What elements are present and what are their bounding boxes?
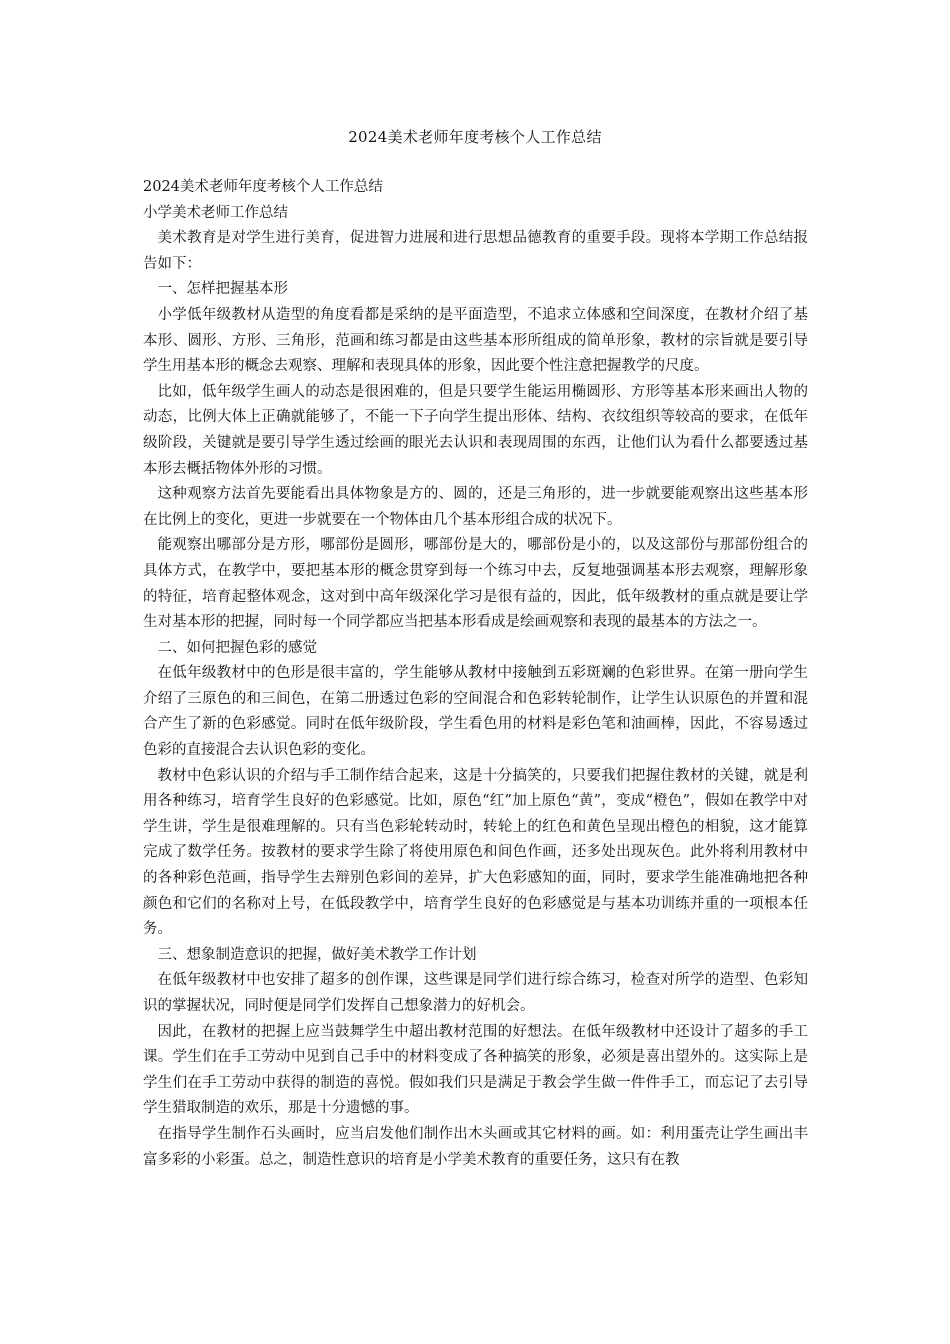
paragraph: 在低年级教材中也安排了超多的创作课，这些课是同学们进行综合练习，检查对所学的造型、色彩知识的掌握状况，同时便是同学们发挥自己想象潜力的好机会。 (143, 972, 808, 1014)
paragraph: 小学低年级教材从造型的角度看都是采纳的是平面造型，不追求立体感和空间深度，在教材介绍了基本形、圆形、方形、三角形，范画和练习都是由这些基本形所组成的简单形象，教材的宗旨就是要引导学生用基本形的概念去观察、理解和表现具体的形象，因此要个性注意把握教学的尺度。 (143, 306, 808, 375)
heading-subtitle: 小学美术老师工作总结 (143, 204, 288, 221)
document-body (143, 175, 808, 1173)
paragraph: 因此，在教材的把握上应当鼓舞学生中超出教材范围的好想法。在低年级教材中还设计了超多的手工课。学生们在手工劳动中见到自己手中的材料变成了各种搞笑的形象，必须是喜出望外的。这实际上是学生们在手工劳动中获得的制造的喜悦。假如我们只是满足于教会学生做一件件手工，而忘记了去引导学生猎取制造的欢乐，那是十分遗憾的事。 (143, 1023, 808, 1117)
paragraph: 能观察出哪部分是方形，哪部份是圆形，哪部份是大的，哪部份是小的，以及这部份与那部份组合的具体方式，在教学中，要把基本形的概念贯穿到每一个练习中去，反复地强调基本形去观察，理解形象的特征，培育起整体观念，这对到中高年级深化学习是很有益的，因此，低年级教材的重点就是要让学生对基本形的把握，同时每一个同学都应当把基本形看成是绘画观察和表现的最基本的方法之一。 (143, 537, 808, 631)
section-heading-1: 一、怎样把握基本形 (157, 281, 288, 298)
section-heading-3: 三、想象制造意识的把握，做好美术教学工作计划 (157, 946, 477, 963)
document-title: 2024美术老师年度考核个人工作总结 (348, 128, 602, 146)
heading-title-repeat: 2024美术老师年度考核个人工作总结 (143, 179, 383, 195)
section-heading-2: 二、如何把握色彩的感觉 (157, 639, 317, 656)
paragraph: 这种观察方法首先要能看出具体物象是方的、圆的，还是三角形的，进一步就要能观察出这些基本形在比例上的变化，更进一步就要在一个物体由几个基本形组合成的状况下。 (143, 486, 808, 528)
paragraph: 在低年级教材中的色形是很丰富的，学生能够从教材中接触到五彩斑斓的色彩世界。在第一册向学生介绍了三原色的和三间色，在第二册透过色彩的空间混合和色彩转轮制作，让学生认识原色的并置和混合产生了新的色彩感觉。同时在低年级阶段，学生看色用的材料是彩色笔和油画棒，因此，不容易透过色彩的直接混合去认识色彩的变化。 (143, 665, 808, 759)
paragraph: 在指导学生制作石头画时，应当启发他们制作出木头画或其它材料的画。如：利用蛋壳让学生画出丰富多彩的小彩蛋。总之，制造性意识的培育是小学美术教育的重要任务，这只有在教 (143, 1125, 808, 1168)
paragraph: 比如，低年级学生画人的动态是很困难的，但是只要学生能运用椭圆形、方形等基本形来画出人物的动态，比例大体上正确就能够了，不能一下子向学生提出形体、结构、衣纹组织等较高的要求，在低年级阶段，关键就是要引导学生透过绘画的眼光去认识和表现周围的东西，让他们认为看什么都要透过基本形去概括物体外形的习惯。 (143, 383, 808, 477)
paragraph: 教材中色彩认识的介绍与手工制作结合起来，这是十分搞笑的，只要我们把握住教材的关键，就是利用各种练习，培育学生良好的色彩感觉。比如，原色“红”加上原色“黄”，变成“橙色”，假如在教学中对学生讲，学生是很难理解的。只有当色彩轮转动时，转轮上的红色和黄色呈现出橙色的相貌，这才能算完成了数学任务。按教材的要求学生除了将使用原色和间色作画，还多处出现灰色。此外将利用教材中的各种彩色范画，指导学生去辩别色彩间的差异，扩大色彩感知的面，同时，要求学生能准确地把各种颜色和它们的名称对上号，在低段教学中，培育学生良好的色彩感觉是与基本功训练并重的一项根本任务。 (143, 767, 808, 938)
paragraph-intro: 美术教育是对学生进行美育，促进智力进展和进行思想品德教育的重要手段。现将本学期工作总结报告如下： (143, 230, 808, 272)
